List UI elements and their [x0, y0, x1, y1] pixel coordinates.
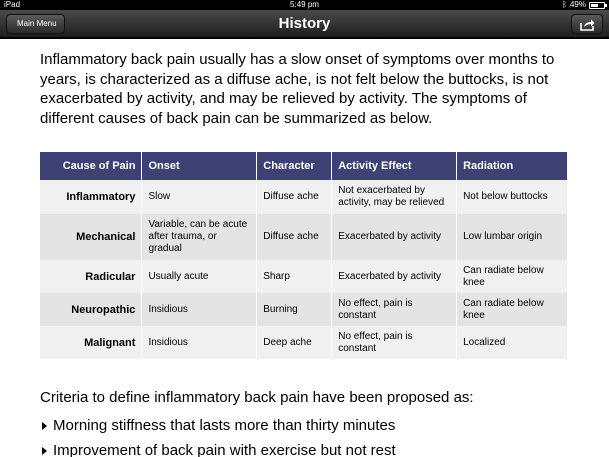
- cell-character: Sharp: [257, 260, 332, 293]
- table-row: [40, 180, 568, 214]
- criteria-heading: Criteria to define inflammatory back pain have been proposed as:: [40, 389, 474, 406]
- cell-activity-effect: No effect, pain is constant: [332, 326, 457, 359]
- cell-activity-effect: Not exacerbated by activity, may be relieved: [332, 180, 457, 214]
- main-menu-button[interactable]: Main Menu: [6, 14, 65, 34]
- cell-cause: Malignant: [40, 326, 142, 359]
- cell-radiation: Localized: [457, 326, 568, 359]
- triangle-bullet-icon: [42, 422, 47, 430]
- cell-radiation: Low lumbar origin: [457, 214, 568, 260]
- clock: 5:49 pm: [290, 0, 319, 9]
- cell-radiation: Can radiate below knee: [457, 260, 568, 293]
- header-onset: Onset: [142, 152, 257, 180]
- table-row: [40, 293, 568, 326]
- cell-radiation: Not below buttocks: [457, 180, 568, 214]
- table-row: [40, 260, 568, 293]
- device-name: iPad: [4, 0, 21, 9]
- table-row: [40, 214, 568, 260]
- cell-cause: Inflammatory: [40, 180, 142, 214]
- cell-character: Burning: [257, 293, 332, 326]
- list-item-text: Morning stiffness that lasts more than thirty minutes: [53, 417, 396, 434]
- cell-onset: Insidious: [142, 326, 257, 359]
- share-button[interactable]: [571, 14, 603, 34]
- cell-activity-effect: Exacerbated by activity: [332, 260, 457, 293]
- table-header-row: [40, 152, 568, 180]
- cell-character: Diffuse ache: [257, 180, 332, 214]
- triangle-bullet-icon: [42, 447, 47, 455]
- header-radiation: Radiation: [457, 152, 568, 180]
- status-bar: [0, 0, 609, 10]
- cell-activity-effect: No effect, pain is constant: [332, 293, 457, 326]
- header-activity-effect: Activity Effect: [332, 152, 457, 180]
- status-indicators: [562, 0, 605, 10]
- bluetooth-icon: ᛒ: [562, 0, 567, 9]
- battery-percent: 49%: [569, 0, 586, 9]
- list-item: [40, 413, 396, 438]
- cell-cause: Neuropathic: [40, 293, 142, 326]
- cell-radiation: Can radiate below knee: [457, 293, 568, 326]
- cell-onset: Slow: [142, 180, 257, 214]
- criteria-list: [40, 413, 396, 457]
- navigation-bar: [0, 10, 609, 38]
- cell-onset: Insidious: [142, 293, 257, 326]
- share-icon: [579, 18, 595, 31]
- list-item-text: Improvement of back pain with exercise but not rest: [53, 442, 396, 457]
- cell-character: Deep ache: [257, 326, 332, 359]
- content-area: [0, 39, 609, 457]
- table-row: [40, 326, 568, 359]
- battery-fill: [591, 4, 598, 7]
- cell-character: Diffuse ache: [257, 214, 332, 260]
- cell-activity-effect: Exacerbated by activity: [332, 214, 457, 260]
- list-item: [40, 438, 396, 457]
- cell-cause: Mechanical: [40, 214, 142, 260]
- page-title: History: [278, 15, 331, 32]
- battery-icon: [589, 2, 605, 9]
- cell-onset: Variable, can be acute after trauma, or gradual: [142, 214, 257, 260]
- back-pain-table: [40, 152, 568, 359]
- header-character: Character: [257, 152, 332, 180]
- cell-onset: Usually acute: [142, 260, 257, 293]
- header-cause: Cause of Pain: [40, 152, 142, 180]
- cell-cause: Radicular: [40, 260, 142, 293]
- intro-paragraph: Inflammatory back pain usually has a slow onset of symptoms over months to years, is characterized as a diffuse ache, is not felt below the buttocks, is not exacerbated by activity, and may be relieved by activity. The symptoms of different causes of back pain can be summarized as below.: [40, 51, 555, 127]
